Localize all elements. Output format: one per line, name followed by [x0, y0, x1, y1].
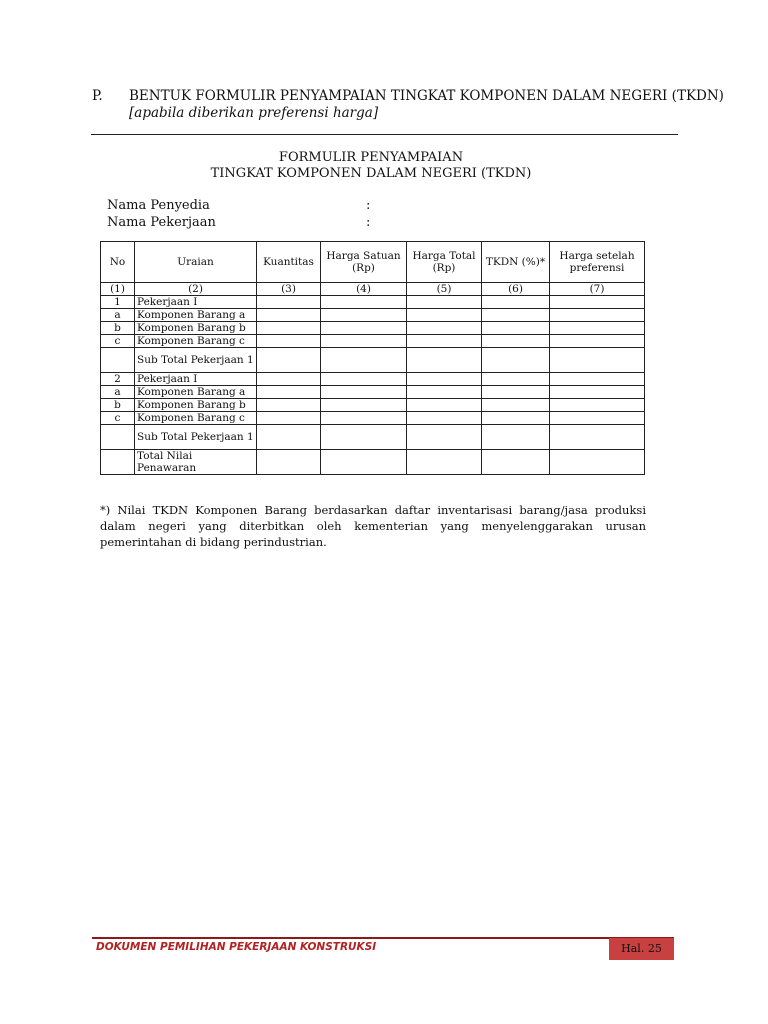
col-number: (1)	[101, 283, 135, 296]
empty-cell	[550, 399, 645, 412]
empty-cell	[550, 309, 645, 322]
empty-cell	[482, 296, 550, 309]
section-title: BENTUK FORMULIR PENYAMPAIAN TINGKAT KOMPONEN DALAM NEGERI (TKDN)	[129, 88, 724, 104]
empty-cell	[321, 348, 407, 373]
row-no	[101, 425, 135, 450]
row-uraian: Sub Total Pekerjaan 1	[135, 348, 257, 373]
row-uraian: Komponen Barang c	[135, 412, 257, 425]
empty-cell	[321, 296, 407, 309]
table-row	[101, 296, 645, 309]
row-no: 1	[101, 296, 135, 309]
row-uraian: Sub Total Pekerjaan 1	[135, 425, 257, 450]
table-row	[101, 412, 645, 425]
col-number: (6)	[482, 283, 550, 296]
empty-cell	[321, 412, 407, 425]
row-no: c	[101, 412, 135, 425]
col-header-uraian: Uraian	[135, 242, 257, 283]
table-row	[101, 386, 645, 399]
row-no: b	[101, 322, 135, 335]
empty-cell	[407, 322, 482, 335]
empty-cell	[321, 309, 407, 322]
col-header-tkdn: TKDN (%)*	[482, 242, 550, 283]
row-uraian: Pekerjaan I	[135, 296, 257, 309]
empty-cell	[482, 425, 550, 450]
row-no: 2	[101, 373, 135, 386]
empty-cell	[550, 322, 645, 335]
empty-cell	[482, 322, 550, 335]
row-uraian: Total Nilai Penawaran	[135, 450, 257, 475]
table-row	[101, 322, 645, 335]
table-row	[101, 309, 645, 322]
page-number-badge: Hal. 25	[609, 938, 674, 960]
empty-cell	[257, 322, 321, 335]
empty-cell	[482, 335, 550, 348]
empty-cell	[407, 348, 482, 373]
empty-cell	[550, 348, 645, 373]
empty-cell	[321, 373, 407, 386]
field-label: Nama Pekerjaan	[107, 215, 216, 230]
empty-cell	[407, 450, 482, 475]
row-uraian: Komponen Barang a	[135, 309, 257, 322]
empty-cell	[407, 373, 482, 386]
form-title-line2: TINGKAT KOMPONEN DALAM NEGERI (TKDN)	[210, 166, 532, 181]
table-body	[101, 296, 645, 475]
col-header-no: No	[101, 242, 135, 283]
empty-cell	[407, 386, 482, 399]
row-uraian: Pekerjaan I	[135, 373, 257, 386]
table-row	[101, 450, 645, 475]
table-header-row	[101, 242, 645, 283]
row-no: a	[101, 386, 135, 399]
empty-cell	[257, 348, 321, 373]
empty-cell	[407, 309, 482, 322]
empty-cell	[257, 386, 321, 399]
empty-cell	[257, 309, 321, 322]
row-uraian: Komponen Barang c	[135, 335, 257, 348]
col-number: (2)	[135, 283, 257, 296]
empty-cell	[321, 322, 407, 335]
field-colon: :	[366, 198, 371, 213]
row-no: a	[101, 309, 135, 322]
field-label: Nama Penyedia	[107, 198, 210, 213]
empty-cell	[482, 348, 550, 373]
section-letter: P.	[92, 88, 103, 104]
field-nama-pekerjaan	[107, 214, 407, 231]
empty-cell	[550, 412, 645, 425]
col-header-harga-preferensi: Harga setelah preferensi	[550, 242, 645, 283]
col-number: (7)	[550, 283, 645, 296]
row-no: c	[101, 335, 135, 348]
table-row	[101, 335, 645, 348]
empty-cell	[482, 309, 550, 322]
footer-document-title: DOKUMEN PEMILIHAN PEKERJAAN KONSTRUKSI	[96, 941, 377, 953]
empty-cell	[482, 386, 550, 399]
col-header-kuantitas: Kuantitas	[257, 242, 321, 283]
empty-cell	[321, 450, 407, 475]
col-number: (5)	[407, 283, 482, 296]
field-nama-penyedia	[107, 197, 407, 214]
row-uraian: Komponen Barang b	[135, 322, 257, 335]
empty-cell	[321, 386, 407, 399]
empty-cell	[482, 373, 550, 386]
empty-cell	[550, 425, 645, 450]
empty-cell	[550, 335, 645, 348]
empty-cell	[550, 450, 645, 475]
col-number: (4)	[321, 283, 407, 296]
footer-divider	[92, 937, 674, 939]
empty-cell	[407, 296, 482, 309]
empty-cell	[482, 412, 550, 425]
footnote: *) Nilai TKDN Komponen Barang berdasarkan daftar inventarisasi barang/jasa produksi dalam negeri yang diterbitkan oleh kementerian yang menyelenggarakan urusan pemerintahan di bidang perindustrian.	[100, 503, 646, 549]
table-row	[101, 425, 645, 450]
empty-cell	[257, 373, 321, 386]
empty-cell	[257, 450, 321, 475]
table-row	[101, 348, 645, 373]
row-uraian: Komponen Barang b	[135, 399, 257, 412]
empty-cell	[550, 296, 645, 309]
field-colon: :	[366, 215, 371, 230]
empty-cell	[257, 335, 321, 348]
empty-cell	[321, 399, 407, 412]
row-no: b	[101, 399, 135, 412]
empty-cell	[321, 425, 407, 450]
table-row	[101, 399, 645, 412]
column-number-row	[101, 283, 645, 296]
empty-cell	[257, 296, 321, 309]
empty-cell	[321, 335, 407, 348]
form-fields	[107, 197, 407, 231]
empty-cell	[407, 399, 482, 412]
empty-cell	[257, 412, 321, 425]
empty-cell	[550, 386, 645, 399]
row-uraian: Komponen Barang a	[135, 386, 257, 399]
row-no	[101, 348, 135, 373]
empty-cell	[407, 412, 482, 425]
empty-cell	[407, 335, 482, 348]
row-no	[101, 450, 135, 475]
col-number: (3)	[257, 283, 321, 296]
heading-divider	[91, 134, 678, 135]
tkdn-table	[100, 241, 645, 475]
form-title	[91, 150, 651, 182]
empty-cell	[407, 425, 482, 450]
empty-cell	[482, 450, 550, 475]
form-title-line1: FORMULIR PENYAMPAIAN	[278, 150, 464, 165]
table-row	[101, 373, 645, 386]
empty-cell	[482, 399, 550, 412]
empty-cell	[257, 399, 321, 412]
empty-cell	[257, 425, 321, 450]
col-header-harga-satuan: Harga Satuan (Rp)	[321, 242, 407, 283]
col-header-harga-total: Harga Total (Rp)	[407, 242, 482, 283]
empty-cell	[550, 373, 645, 386]
section-subtitle: [apabila diberikan preferensi harga]	[129, 105, 379, 121]
